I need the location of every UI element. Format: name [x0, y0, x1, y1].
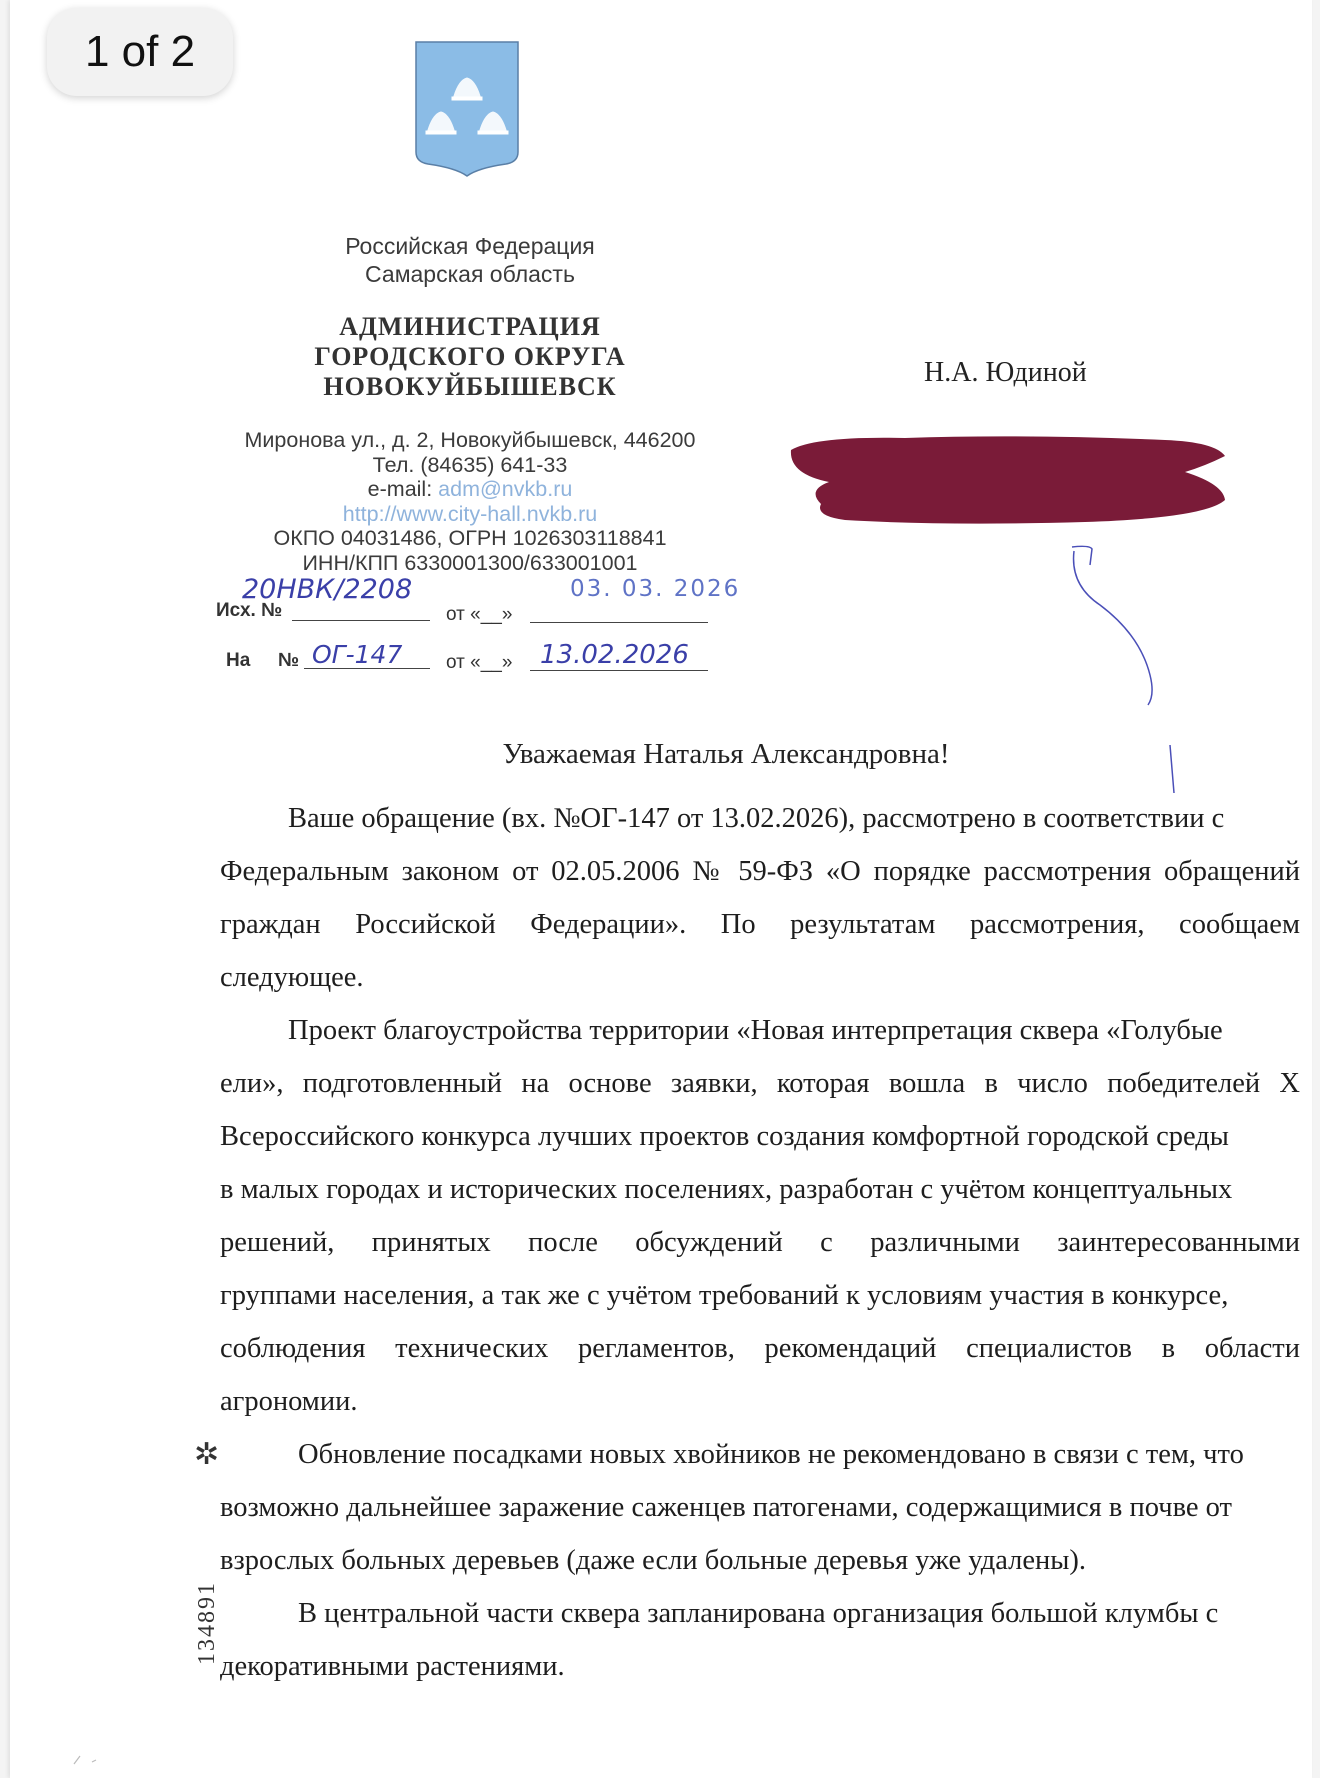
margin-serial-number: 134891 [194, 1581, 220, 1665]
scan-artifact [70, 1750, 140, 1770]
incoming-number-label: № [278, 650, 300, 671]
admin-line-3: НОВОКУЙБЫШЕВСК [323, 372, 617, 401]
incoming-date-label: от «__» [446, 652, 513, 673]
body-line-2: Федеральным законом от 02.05.2006 № 59-ФЗ «О порядке рассмотрения обращений [220, 856, 1300, 887]
header-country-region [290, 232, 650, 288]
body-line-9: решений, принятых после обсуждений с различными заинтересованными [220, 1227, 1300, 1258]
header-contacts [210, 428, 730, 575]
outgoing-date-stamp: 03. 03. 2026 [570, 576, 741, 602]
outgoing-date-field [530, 604, 708, 623]
email-link[interactable]: adm@nvkb.ru [438, 477, 573, 501]
email-label: e-mail: [367, 477, 439, 501]
body-line-13: Обновление посадками новых хвойников не рекомендовано в связи с тем, что [298, 1439, 1244, 1470]
salutation: Уважаемая Наталья Александровна! [502, 738, 950, 770]
inn-kpp: ИНН/КПП 6330001300/633001001 [302, 550, 638, 575]
body-line-5: Проект благоустройства территории «Новая интерпретация сквера «Голубые [288, 1015, 1223, 1046]
address: Миронова ул., д. 2, Новокуйбышевск, 446200 [244, 428, 696, 452]
body-line-12: агрономии. [220, 1386, 358, 1417]
country: Российская Федерация [345, 233, 595, 259]
body-line-14: возможно дальнейшее заражение саженцев патогенами, содержащимися в почве от [220, 1492, 1232, 1523]
letter-page [10, 0, 1312, 1778]
page-indicator: 1 of 2 [47, 8, 233, 96]
admin-line-2: ГОРОДСКОГО ОКРУГА [314, 342, 626, 371]
body-line-7: Всероссийского конкурса лучших проектов создания комфортной городской среды [220, 1121, 1229, 1152]
outgoing-number-handwritten: 20НВК/2208 [242, 574, 413, 605]
margin-mark: ✲ [194, 1438, 220, 1471]
admin-line-1: АДМИНИСТРАЦИЯ [339, 312, 601, 341]
region: Самарская область [365, 261, 575, 287]
recipient-name: Н.А. Юдиной [924, 357, 1087, 388]
body-line-1: Ваше обращение (вх. №ОГ-147 от 13.02.2026), рассмотрено в соответствии с [288, 803, 1225, 834]
incoming-label: На [226, 650, 251, 671]
body-line-6: ели», подготовленный на основе заявки, которая вошла в число победителей X [220, 1068, 1300, 1099]
body-line-16: В центральной части сквера запланирована организация большой клумбы с [298, 1598, 1219, 1629]
body-line-3: граждан Российской Федерации». По результатам рассмотрения, сообщаем [220, 909, 1300, 940]
phone: Тел. (84635) 641-33 [372, 452, 568, 477]
body-line-11: соблюдения технических регламентов, рекомендаций специалистов в области [220, 1333, 1300, 1364]
incoming-number-handwritten: ОГ-147 [312, 640, 403, 669]
email-line [210, 477, 730, 502]
body-line-4: следующее. [220, 962, 364, 993]
incoming-date-handwritten: 13.02.2026 [540, 640, 689, 670]
body-line-17: декоративными растениями. [220, 1651, 565, 1682]
outgoing-date-label: от «__» [446, 604, 513, 625]
body-line-15: взрослых больных деревьев (даже если больные деревья уже удалены). [220, 1545, 1086, 1576]
header-administration [240, 312, 700, 402]
coat-of-arms-icon [414, 40, 520, 178]
body-line-10: группами населения, а так же с учётом требований к условиям участия в конкурсе, [220, 1280, 1229, 1311]
body-line-8: в малых городах и исторических поселениях, разработан с учётом концептуальных [220, 1174, 1233, 1205]
okpo: ОКПО 04031486, ОГРН 1026303118841 [273, 526, 667, 550]
website-link[interactable]: http://www.city-hall.nvkb.ru [342, 501, 598, 526]
outgoing-number-label: Исх. № [216, 600, 283, 621]
redaction-mark [785, 430, 1230, 530]
